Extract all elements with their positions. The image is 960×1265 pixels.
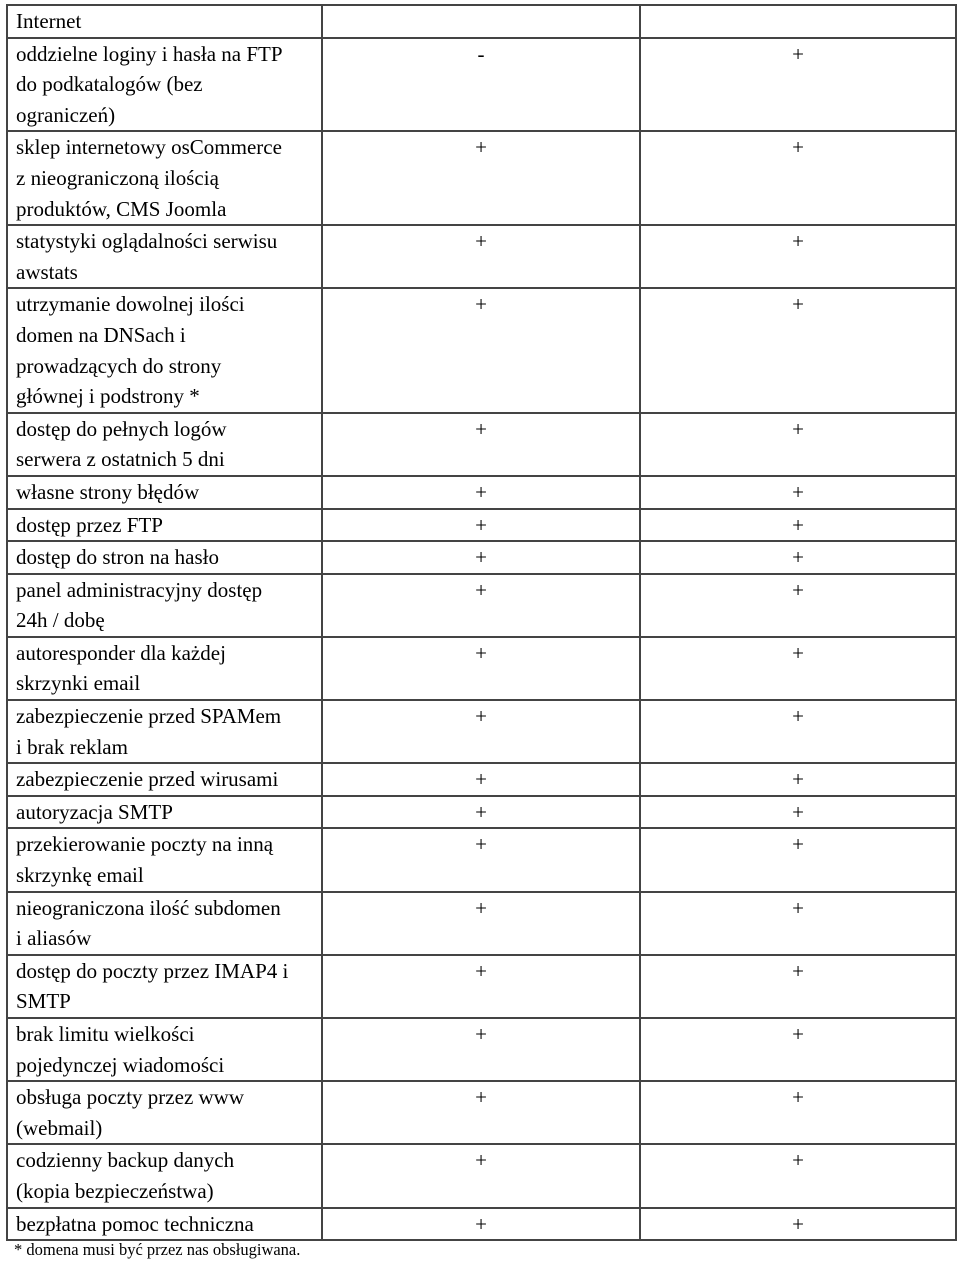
header-cell-1	[322, 5, 640, 38]
value-cell-2: +	[640, 892, 956, 955]
value-cell-2: +	[640, 700, 956, 763]
value-cell-2: +	[640, 38, 956, 132]
feature-label: nieograniczona ilość subdomen i aliasów	[7, 892, 322, 955]
feature-label: dostęp do stron na hasło	[7, 541, 322, 574]
value-cell-1: +	[322, 1208, 640, 1241]
table-row	[7, 38, 956, 132]
value-cell-1: +	[322, 892, 640, 955]
value-cell-1: +	[322, 796, 640, 829]
value-cell-1: +	[322, 763, 640, 796]
value-cell-2: +	[640, 131, 956, 225]
value-cell-2: +	[640, 1081, 956, 1144]
value-cell-1: +	[322, 574, 640, 637]
feature-label: zabezpieczenie przed wirusami	[7, 763, 322, 796]
feature-label: własne strony błędów	[7, 476, 322, 509]
header-cell-2	[640, 5, 956, 38]
table-row	[7, 541, 956, 574]
value-cell-1: +	[322, 413, 640, 476]
value-cell-2: +	[640, 541, 956, 574]
value-cell-2: +	[640, 225, 956, 288]
table-row	[7, 955, 956, 1018]
table-row	[7, 1018, 956, 1081]
feature-label: bezpłatna pomoc techniczna	[7, 1208, 322, 1241]
value-cell-2: +	[640, 637, 956, 700]
value-cell-2: +	[640, 1208, 956, 1241]
value-cell-2: +	[640, 1144, 956, 1207]
feature-label: dostęp do poczty przez IMAP4 i SMTP	[7, 955, 322, 1018]
feature-label: brak limitu wielkości pojedynczej wiadomości	[7, 1018, 322, 1081]
feature-label: panel administracyjny dostęp 24h / dobę	[7, 574, 322, 637]
feature-label: statystyki oglądalności serwisu awstats	[7, 225, 322, 288]
section-title: Internet	[7, 5, 322, 38]
value-cell-1: -	[322, 38, 640, 132]
table-row	[7, 131, 956, 225]
value-cell-2: +	[640, 413, 956, 476]
footnote: * domena musi być przez nas obsługiwana.	[14, 1240, 301, 1259]
table-row	[7, 637, 956, 700]
value-cell-2: +	[640, 955, 956, 1018]
feature-label: codzienny backup danych (kopia bezpieczeństwa)	[7, 1144, 322, 1207]
table-row	[7, 476, 956, 509]
table-row	[7, 796, 956, 829]
value-cell-2: +	[640, 574, 956, 637]
value-cell-1: +	[322, 1144, 640, 1207]
table-row	[7, 288, 956, 412]
value-cell-1: +	[322, 225, 640, 288]
feature-label: dostęp przez FTP	[7, 509, 322, 542]
table-body	[7, 5, 956, 1240]
table-row	[7, 892, 956, 955]
table-row	[7, 700, 956, 763]
value-cell-2: +	[640, 509, 956, 542]
table-row	[7, 574, 956, 637]
value-cell-1: +	[322, 288, 640, 412]
feature-label: obsługa poczty przez www (webmail)	[7, 1081, 322, 1144]
feature-label: dostęp do pełnych logów serwera z ostatnich 5 dni	[7, 413, 322, 476]
value-cell-2: +	[640, 476, 956, 509]
feature-label: utrzymanie dowolnej ilości domen na DNSach i prowadzących do strony głównej i podstrony *	[7, 288, 322, 412]
table-row	[7, 1144, 956, 1207]
table-row	[7, 828, 956, 891]
section-header-row	[7, 5, 956, 38]
table-row	[7, 509, 956, 542]
value-cell-2: +	[640, 796, 956, 829]
feature-label: sklep internetowy osCommerce z nieograniczoną ilością produktów, CMS Joomla	[7, 131, 322, 225]
value-cell-1: +	[322, 637, 640, 700]
value-cell-1: +	[322, 509, 640, 542]
table-row	[7, 763, 956, 796]
table-row	[7, 225, 956, 288]
value-cell-1: +	[322, 1018, 640, 1081]
feature-label: przekierowanie poczty na inną skrzynkę email	[7, 828, 322, 891]
value-cell-2: +	[640, 828, 956, 891]
feature-label: zabezpieczenie przed SPAMem i brak reklam	[7, 700, 322, 763]
value-cell-2: +	[640, 288, 956, 412]
table-row	[7, 1081, 956, 1144]
feature-label: oddzielne loginy i hasła na FTP do podkatalogów (bez ograniczeń)	[7, 38, 322, 132]
value-cell-2: +	[640, 763, 956, 796]
feature-label: autoryzacja SMTP	[7, 796, 322, 829]
value-cell-1: +	[322, 541, 640, 574]
value-cell-1: +	[322, 955, 640, 1018]
value-cell-1: +	[322, 828, 640, 891]
value-cell-1: +	[322, 1081, 640, 1144]
feature-comparison-table	[6, 4, 957, 1241]
table-row	[7, 413, 956, 476]
feature-label: autoresponder dla każdej skrzynki email	[7, 637, 322, 700]
value-cell-2: +	[640, 1018, 956, 1081]
value-cell-1: +	[322, 131, 640, 225]
table-row	[7, 1208, 956, 1241]
value-cell-1: +	[322, 476, 640, 509]
value-cell-1: +	[322, 700, 640, 763]
